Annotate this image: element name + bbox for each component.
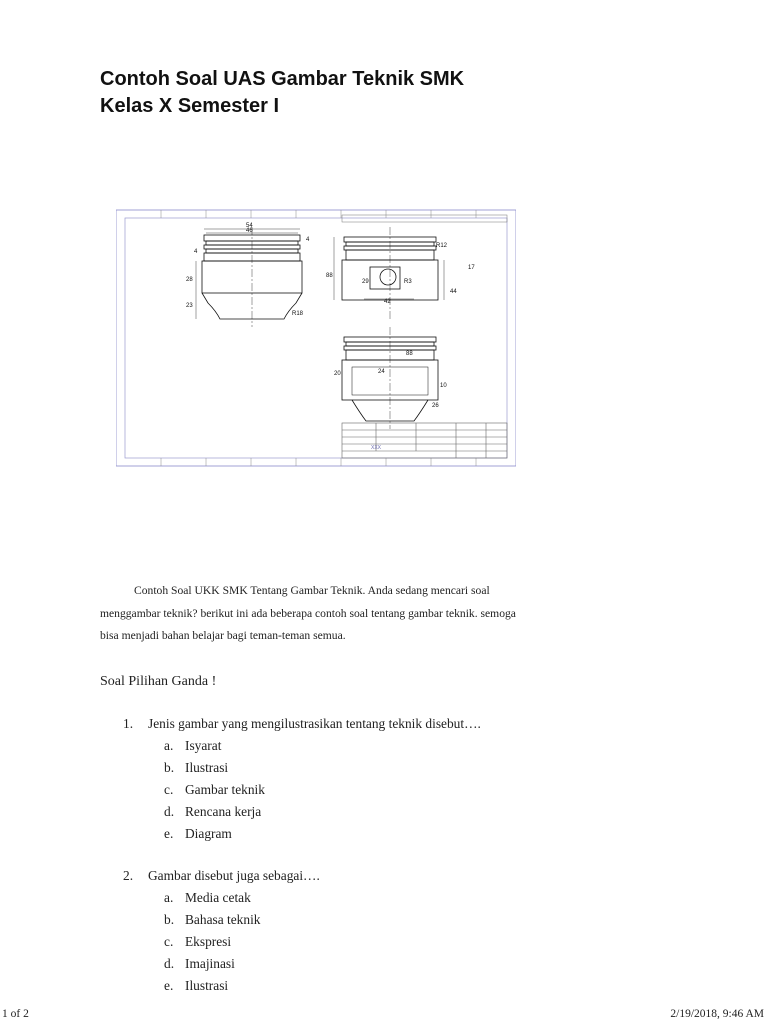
print-timestamp: 2/19/2018, 9:46 AM xyxy=(670,1008,764,1020)
dim-r18: R18 xyxy=(292,311,304,317)
dim-54: 54 xyxy=(246,223,253,229)
dim-10: 10 xyxy=(440,383,447,389)
dim-4b: 4 xyxy=(194,249,198,255)
list-item: e. Diagram xyxy=(164,826,232,841)
dim-23: 23 xyxy=(186,303,193,309)
question-1-number: 1. xyxy=(123,716,134,731)
dim-20: 20 xyxy=(334,371,341,377)
page-title xyxy=(100,66,464,120)
dim-88: 88 xyxy=(326,273,333,279)
list-item: b. Ilustrasi xyxy=(164,760,229,775)
list-item: c. Gambar teknik xyxy=(164,782,265,797)
intro-paragraph xyxy=(100,580,530,648)
list-item: d. Rencana kerja xyxy=(164,804,262,819)
question-1 xyxy=(123,714,481,734)
list-item: c. Ekspresi xyxy=(164,934,232,949)
dim-42: 42 xyxy=(384,299,391,305)
list-item: b. Bahasa teknik xyxy=(164,912,261,927)
dim-26: 26 xyxy=(432,403,439,409)
question-2-text: Gambar disebut juga sebagai…. xyxy=(148,868,320,883)
question-1-text: Jenis gambar yang mengilustrasikan tentang teknik disebut…. xyxy=(148,716,481,731)
section-title: Soal Pilihan Ganda ! xyxy=(100,674,217,689)
page-counter: 1 of 2 xyxy=(2,1008,29,1020)
question-2-number: 2. xyxy=(123,868,134,883)
technical-drawing xyxy=(116,207,516,469)
dim-17: 17 xyxy=(468,265,475,271)
title-block-center: XXX xyxy=(371,445,382,451)
dim-r3: R3 xyxy=(404,279,412,285)
dim-88b: 88 xyxy=(406,351,413,357)
question-1-options xyxy=(164,736,265,846)
dim-r12: R12 xyxy=(436,243,448,249)
dim-24: 24 xyxy=(378,369,385,375)
dim-46: 46 xyxy=(246,228,253,234)
title-line-1: Contoh Soal UAS Gambar Teknik SMK xyxy=(100,68,465,90)
list-item: a. Media cetak xyxy=(164,890,251,905)
list-item: d. Imajinasi xyxy=(164,956,235,971)
list-item: e. Ilustrasi xyxy=(164,978,229,993)
dim-4a: 4 xyxy=(306,237,310,243)
question-2-options xyxy=(164,888,261,998)
dim-44: 44 xyxy=(450,289,457,295)
title-line-2: Kelas X Semester I xyxy=(100,95,279,117)
dim-28: 28 xyxy=(186,277,193,283)
dim-29: 29 xyxy=(362,279,369,285)
question-2 xyxy=(123,866,320,886)
list-item: a. Isyarat xyxy=(164,738,222,753)
intro-text: Contoh Soal UKK SMK Tentang Gambar Teknik. Anda sedang mencari soal menggambar teknik? berikut ini ada beberapa contoh soal tentang gambar teknik. semoga bisa menjadi bahan belajar bagi teman-teman semua. xyxy=(100,584,516,642)
